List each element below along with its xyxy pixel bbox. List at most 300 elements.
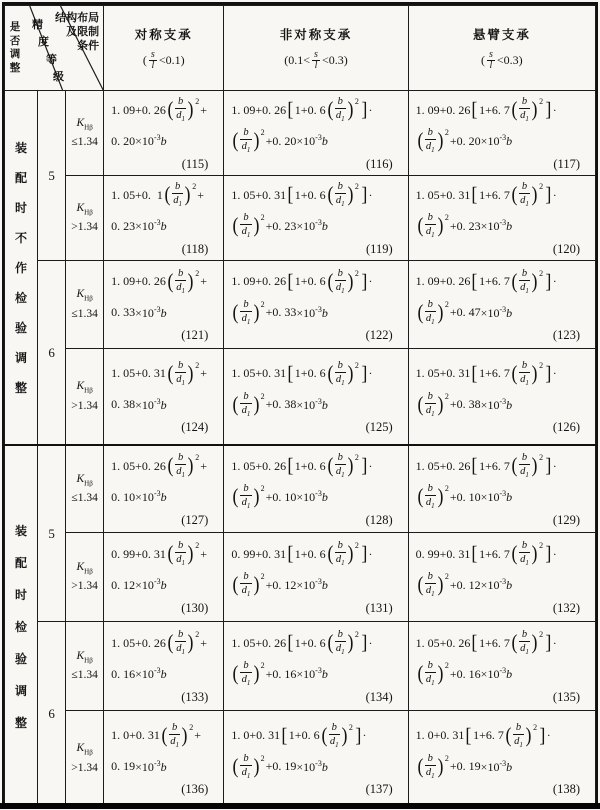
big-bracket: ] <box>545 362 552 385</box>
fraction: $\frac{b}{d_1}$ <box>241 660 251 688</box>
big-bracket: ] <box>539 724 546 747</box>
fraction: $\frac{b}{d_1}$ <box>425 483 435 511</box>
big-bracket: [ <box>471 184 478 206</box>
formula-line: 1. 05+0. 26 ( $\frac{b}{d_1}$ ) 2 + <box>111 629 207 657</box>
formula-line: 1. 05+0. 31 ( $\frac{b}{d_1}$ ) 2 + <box>111 359 207 387</box>
b-over-d1-squared: ( $\frac{b}{d_1}$ ) 2 <box>417 571 449 599</box>
formula-line: ( $\frac{b}{d_1}$ ) 2 +0. 16 $\times 10^{-3}b$ <box>417 660 513 688</box>
formula-cell <box>408 261 595 349</box>
equation-number: (137) <box>365 782 393 796</box>
formula-line: 1. 09+0. 26 ( $\frac{b}{d_1}$ ) 2 + <box>111 267 207 295</box>
group-label-cell <box>5 91 38 446</box>
big-bracket: [ <box>471 362 478 385</box>
precision-grade-cell: 5 <box>38 91 66 261</box>
big-bracket: [ <box>287 99 294 121</box>
big-bracket: ] <box>355 724 362 747</box>
times-ten-minus3-b: $\times 10^{-3}b$ <box>296 304 328 320</box>
fraction: $\frac{b}{d_1}$ <box>241 390 251 418</box>
formula-line: 1. 0+0. 31 [ 1+6. 7 ( $\frac{b}{d_1}$ ) 2 ] · <box>415 721 551 749</box>
formula-line: 1. 05+0. 31 [ 1+6. 7 ( $\frac{b}{d_1}$ ) 2 ] · <box>415 359 557 387</box>
formula-line: 1. 09+0. 26 [ 1+0. 6 ( $\frac{b}{d_1}$ ) 2 ] · <box>231 96 373 124</box>
big-bracket: [ <box>287 270 294 293</box>
fraction: $\frac{b}{d_1}$ <box>425 660 435 688</box>
times-ten-minus3-b: $\times 10^{-3}b$ <box>135 666 167 681</box>
formula-line: ( $\frac{b}{d_1}$ ) 2 +0. 19 $\times 10^{-3}b$ <box>417 752 513 780</box>
formula-cell <box>104 711 224 807</box>
formula-line: 1. 05+0. 26 ( $\frac{b}{d_1}$ ) 2 + <box>111 452 207 480</box>
formula-cell <box>104 445 224 533</box>
fraction: $\frac{b}{d_1}$ <box>335 540 345 568</box>
equation-number: (135) <box>552 689 580 704</box>
formula-line: 1. 05+0. 31 [ 1+6. 7 ( $\frac{b}{d_1}$ ) 2 ] · <box>415 181 557 209</box>
fraction: $\frac{b}{d_1}$ <box>425 571 435 599</box>
formula-cell <box>408 445 595 533</box>
b-over-d1-squared: ( $\frac{b}{d_1}$ ) 2 <box>327 359 359 387</box>
big-bracket: [ <box>471 455 478 477</box>
big-bracket: ] <box>361 362 368 385</box>
face-load-coefficient-table <box>4 5 596 807</box>
fraction: $\frac{b}{d_1}$ <box>176 359 185 387</box>
big-bracket: [ <box>471 99 478 121</box>
b-over-d1-squared: ( $\frac{b}{d_1}$ ) 2 <box>511 96 544 124</box>
K-H-beta-symbol: $K_{H\beta}$ <box>76 560 93 576</box>
times-ten-minus3-b: $\times 10^{-3}b$ <box>480 218 513 233</box>
fraction: $\frac{b}{d_1}$ <box>425 298 435 326</box>
precision-grade-cell: 6 <box>38 261 66 446</box>
table-row <box>5 176 596 261</box>
big-bracket: ] <box>545 543 552 565</box>
condition-line: >1.34 <box>71 761 98 774</box>
formula-line: ( $\frac{b}{d_1}$ ) 2 +0. 20 $\times 10^{-3}b$ <box>232 127 328 155</box>
big-bracket: ] <box>361 270 368 293</box>
formula-cell <box>408 533 595 622</box>
K-H-beta-symbol: $K_{H\beta}$ <box>76 649 93 665</box>
equation-number: (127) <box>181 512 209 527</box>
fraction: $\frac{b}{d_1}$ <box>241 752 251 780</box>
table-row <box>5 261 596 349</box>
equation-number: (118) <box>181 241 209 256</box>
big-bracket: ] <box>545 270 552 293</box>
formula-line: ( $\frac{b}{d_1}$ ) 2 +0. 10 $\times 10^{-3}b$ <box>417 483 513 511</box>
formula-line: 1. 05+0. 26 [ 1+0. 6 ( $\frac{b}{d_1}$ ) 2 ] · <box>231 452 373 480</box>
column-range: ( s l <0.1) <box>142 49 185 71</box>
times-ten-minus3-b: $\times 10^{-3}b$ <box>296 489 328 504</box>
times-ten-minus3-b: $\times 10^{-3}b$ <box>480 666 513 681</box>
equation-number: (123) <box>552 328 580 342</box>
equation-number: (132) <box>552 600 580 615</box>
b-over-d1-squared: ( $\frac{b}{d_1}$ ) 2 <box>327 629 359 657</box>
column-range: (0.1< s l <0.3) <box>284 49 348 71</box>
formula-line: 0. 99+0. 31 [ 1+0. 6 ( $\frac{b}{d_1}$ ) 2 ] · <box>231 540 373 568</box>
table-row <box>5 445 596 533</box>
b-over-d1-squared: ( $\frac{b}{d_1}$ ) 2 <box>511 359 544 387</box>
corner-label-grade-char: 精 <box>32 19 43 31</box>
big-bracket: ] <box>545 632 552 654</box>
corner-label-adjust: 是 否 调 整 <box>9 21 21 74</box>
equation-number: (134) <box>365 689 393 704</box>
b-over-d1-squared: ( $\frac{b}{d_1}$ ) 2 <box>232 483 265 511</box>
fraction: $\frac{b}{d_1}$ <box>241 298 251 326</box>
formula-line: 0. 38 $\times 10^{-3}b$ <box>111 396 167 412</box>
fraction: $\frac{b}{d_1}$ <box>520 540 529 568</box>
fraction: $\frac{b}{d_1}$ <box>514 721 523 749</box>
b-over-d1-squared: ( $\frac{b}{d_1}$ ) 2 <box>417 752 449 780</box>
equation-number: (125) <box>365 420 393 434</box>
formula-line: ( $\frac{b}{d_1}$ ) 2 +0. 38 $\times 10^{-3}b$ <box>417 390 513 418</box>
formula-line: ( $\frac{b}{d_1}$ ) 2 +0. 16 $\times 10^{-3}b$ <box>232 660 328 688</box>
column-header-asymmetric-support <box>224 6 408 91</box>
table-body <box>5 91 596 807</box>
group-label: 装 配 时 检 验 调 整 <box>15 523 28 730</box>
b-over-d1-squared: ( $\frac{b}{d_1}$ ) 2 <box>511 629 544 657</box>
big-bracket: [ <box>287 632 294 654</box>
times-ten-minus3-b: $\times 10^{-3}b$ <box>135 577 167 592</box>
K-H-beta-symbol: $K_{H\beta}$ <box>76 472 93 488</box>
equation-number: (128) <box>365 512 393 527</box>
corner-label-grade-char: 等 <box>46 54 57 66</box>
b-over-d1-squared: ( $\frac{b}{d_1}$ ) 2 <box>232 660 265 688</box>
big-bracket: ] <box>361 543 368 565</box>
formula-line: 1. 05+0. 31 [ 1+0. 6 ( $\frac{b}{d_1}$ ) 2 ] · <box>231 359 373 387</box>
equation-number: (116) <box>366 156 393 171</box>
big-bracket: [ <box>465 724 472 747</box>
formula-cell <box>408 176 595 261</box>
fraction: $\frac{b}{d_1}$ <box>335 181 345 209</box>
header-row <box>5 6 596 91</box>
formula-cell <box>224 622 408 711</box>
equation-number: (119) <box>366 241 393 256</box>
b-over-d1-squared: ( $\frac{b}{d_1}$ ) 2 <box>167 540 200 568</box>
formula-line: 0. 12 $\times 10^{-3}b$ <box>111 577 167 592</box>
equation-number: (136) <box>181 782 209 796</box>
formula-line: 1. 05+0. 31 [ 1+0. 6 ( $\frac{b}{d_1}$ ) 2 ] · <box>231 181 373 209</box>
times-ten-minus3-b: $\times 10^{-3}b$ <box>480 133 513 148</box>
group-label: 装 配 时 不 作 检 验 调 整 <box>15 141 28 395</box>
formula-cell <box>408 91 595 176</box>
formula-cell <box>224 445 408 533</box>
times-ten-minus3-b: $\times 10^{-3}b$ <box>296 758 328 774</box>
big-bracket: [ <box>471 632 478 654</box>
formula-line: ( $\frac{b}{d_1}$ ) 2 +0. 19 $\times 10^{-3}b$ <box>232 752 328 780</box>
fraction: $\frac{b}{d_1}$ <box>241 127 251 155</box>
fraction: $\frac{b}{d_1}$ <box>173 181 182 209</box>
fraction: $\frac{b}{d_1}$ <box>241 571 251 599</box>
equation-number: (124) <box>181 420 209 434</box>
condition-line: >1.34 <box>71 399 98 412</box>
column-range: ( s l <0.3) <box>480 49 523 71</box>
formula-line: 0. 99+0. 31 [ 1+6. 7 ( $\frac{b}{d_1}$ ) 2 ] · <box>415 540 557 568</box>
b-over-d1-squared: ( $\frac{b}{d_1}$ ) 2 <box>327 267 359 295</box>
times-ten-minus3-b: $\times 10^{-3}b$ <box>296 666 328 681</box>
column-header-symmetric-support <box>104 6 224 91</box>
times-ten-minus3-b: $\times 10^{-3}b$ <box>135 304 167 320</box>
condition-line <box>66 201 103 220</box>
condition-line <box>66 116 103 135</box>
condition-cell <box>66 91 104 176</box>
big-bracket: ] <box>361 455 368 477</box>
formula-cell <box>224 711 408 807</box>
big-bracket: ] <box>361 99 368 121</box>
corner-label-grade-char: 级 <box>53 71 64 83</box>
formula-line: 1. 09+0. 26 [ 1+6. 7 ( $\frac{b}{d_1}$ ) 2 ] · <box>415 267 557 295</box>
b-over-d1-squared: ( $\frac{b}{d_1}$ ) 2 <box>511 267 544 295</box>
fraction: $\frac{b}{d_1}$ <box>425 752 435 780</box>
precision-grade-cell: 6 <box>38 622 66 807</box>
b-over-d1-squared: ( $\frac{b}{d_1}$ ) 2 <box>327 540 359 568</box>
formula-line: 0. 20 $\times 10^{-3}b$ <box>111 133 167 148</box>
b-over-d1-squared: ( $\frac{b}{d_1}$ ) 2 <box>161 721 194 749</box>
column-title: 悬臂支承 <box>472 28 531 42</box>
b-over-d1-squared: ( $\frac{b}{d_1}$ ) 2 <box>167 267 200 295</box>
fraction: $\frac{b}{d_1}$ <box>241 483 251 511</box>
condition-cell <box>66 533 104 622</box>
b-over-d1-squared: ( $\frac{b}{d_1}$ ) 2 <box>232 127 265 155</box>
b-over-d1-squared: ( $\frac{b}{d_1}$ ) 2 <box>511 540 544 568</box>
formula-line: 1. 05+0. 26 [ 1+0. 6 ( $\frac{b}{d_1}$ ) 2 ] · <box>231 629 373 657</box>
b-over-d1-squared: ( $\frac{b}{d_1}$ ) 2 <box>232 571 265 599</box>
formula-line: 0. 16 $\times 10^{-3}b$ <box>111 666 167 681</box>
equation-number: (122) <box>365 328 393 342</box>
formula-cell <box>104 91 224 176</box>
condition-line: ≤1.34 <box>71 669 98 682</box>
condition-cell <box>66 349 104 446</box>
b-over-d1-squared: ( $\frac{b}{d_1}$ ) 2 <box>511 181 544 209</box>
b-over-d1-squared: ( $\frac{b}{d_1}$ ) 2 <box>167 96 200 124</box>
condition-cell <box>66 261 104 349</box>
big-bracket: [ <box>471 270 478 293</box>
formula-line: 0. 33 $\times 10^{-3}b$ <box>111 304 167 320</box>
big-bracket: ] <box>361 184 368 206</box>
condition-cell <box>66 711 104 807</box>
formula-line: ( $\frac{b}{d_1}$ ) 2 +0. 47 $\times 10^{-3}b$ <box>417 298 513 326</box>
fraction: $\frac{b}{d_1}$ <box>520 181 529 209</box>
times-ten-minus3-b: $\times 10^{-3}b$ <box>480 304 513 320</box>
fraction: $\frac{b}{d_1}$ <box>520 96 529 124</box>
condition-line <box>66 287 103 306</box>
fraction: $\frac{b}{d_1}$ <box>335 629 345 657</box>
s-over-l-fraction: s l <box>314 49 318 71</box>
times-ten-minus3-b: $\times 10^{-3}b$ <box>135 489 167 504</box>
condition-line <box>66 560 103 579</box>
K-H-beta-symbol: $K_{H\beta}$ <box>76 288 93 303</box>
formula-cell <box>408 349 595 446</box>
equation-number: (121) <box>181 328 209 342</box>
fraction: $\frac{b}{d_1}$ <box>241 212 251 240</box>
times-ten-minus3-b: $\times 10^{-3}b$ <box>480 758 513 774</box>
b-over-d1-squared: ( $\frac{b}{d_1}$ ) 2 <box>417 298 449 326</box>
formula-line: 1. 09+0. 26 ( $\frac{b}{d_1}$ ) 2 + <box>111 96 207 124</box>
fraction: $\frac{b}{d_1}$ <box>329 721 339 749</box>
fraction: $\frac{b}{d_1}$ <box>335 452 345 480</box>
formula-cell <box>408 622 595 711</box>
formula-line: 0. 19 $\times 10^{-3}b$ <box>111 758 167 774</box>
corner-label-conditions: 结构布局 及限制 条件 <box>55 12 100 52</box>
formula-line: ( $\frac{b}{d_1}$ ) 2 +0. 38 $\times 10^{-3}b$ <box>232 390 328 418</box>
formula-cell <box>224 349 408 446</box>
fraction: $\frac{b}{d_1}$ <box>520 267 529 295</box>
formula-line: 0. 99+0. 31 ( $\frac{b}{d_1}$ ) 2 + <box>111 540 207 568</box>
formula-cell <box>224 91 408 176</box>
fraction: $\frac{b}{d_1}$ <box>176 629 185 657</box>
big-bracket: [ <box>287 543 294 565</box>
condition-cell <box>66 622 104 711</box>
condition-line: ≤1.34 <box>71 136 98 149</box>
s-over-l-fraction: s l <box>150 49 155 71</box>
equation-number: (129) <box>552 512 580 527</box>
big-bracket: [ <box>287 184 294 206</box>
fraction: $\frac{b}{d_1}$ <box>335 267 345 295</box>
column-title: 对称支承 <box>134 28 193 42</box>
fraction: $\frac{b}{d_1}$ <box>176 267 185 295</box>
times-ten-minus3-b: $\times 10^{-3}b$ <box>296 577 328 592</box>
times-ten-minus3-b: $\times 10^{-3}b$ <box>296 396 328 412</box>
formula-cell <box>224 176 408 261</box>
big-bracket: [ <box>287 362 294 385</box>
formula-line: ( $\frac{b}{d_1}$ ) 2 +0. 12 $\times 10^{-3}b$ <box>417 571 513 599</box>
formula-cell <box>104 176 224 261</box>
times-ten-minus3-b: $\times 10^{-3}b$ <box>135 758 167 774</box>
condition-line <box>66 741 103 760</box>
big-bracket: [ <box>281 724 288 747</box>
equation-number: (115) <box>181 156 209 171</box>
equation-number: (120) <box>552 241 580 256</box>
formula-cell <box>224 261 408 349</box>
fraction: $\frac{b}{d_1}$ <box>176 452 185 480</box>
formula-line: 1. 0+0. 31 [ 1+0. 6 ( $\frac{b}{d_1}$ ) 2 ] · <box>231 721 367 749</box>
page-bottom-rule <box>0 803 600 809</box>
formula-line: 0. 23 $\times 10^{-3}b$ <box>111 218 167 233</box>
b-over-d1-squared: ( $\frac{b}{d_1}$ ) 2 <box>417 483 449 511</box>
equation-number: (117) <box>553 156 580 171</box>
formula-line: ( $\frac{b}{d_1}$ ) 2 +0. 33 $\times 10^{-3}b$ <box>232 298 328 326</box>
condition-line: >1.34 <box>71 580 98 593</box>
condition-line: ≤1.34 <box>71 492 98 505</box>
b-over-d1-squared: ( $\frac{b}{d_1}$ ) 2 <box>417 660 449 688</box>
big-bracket: ] <box>361 632 368 654</box>
corner-header-cell <box>5 6 104 91</box>
fraction: $\frac{b}{d_1}$ <box>520 629 529 657</box>
times-ten-minus3-b: $\times 10^{-3}b$ <box>135 396 167 412</box>
big-bracket: ] <box>545 455 552 477</box>
column-header-cantilever-support <box>408 6 595 91</box>
fraction: $\frac{b}{d_1}$ <box>170 721 179 749</box>
big-bracket: [ <box>287 455 294 477</box>
table-row <box>5 533 596 622</box>
formula-line: ( $\frac{b}{d_1}$ ) 2 +0. 23 $\times 10^{-3}b$ <box>417 212 513 240</box>
fraction: $\frac{b}{d_1}$ <box>425 127 435 155</box>
times-ten-minus3-b: $\times 10^{-3}b$ <box>480 577 513 592</box>
b-over-d1-squared: ( $\frac{b}{d_1}$ ) 2 <box>511 452 544 480</box>
condition-line <box>66 379 103 398</box>
formula-line: 1. 05+0. 26 [ 1+6. 7 ( $\frac{b}{d_1}$ ) 2 ] · <box>415 452 557 480</box>
b-over-d1-squared: ( $\frac{b}{d_1}$ ) 2 <box>232 752 265 780</box>
b-over-d1-squared: ( $\frac{b}{d_1}$ ) 2 <box>417 212 449 240</box>
fraction: $\frac{b}{d_1}$ <box>520 452 529 480</box>
formula-line: 0. 10 $\times 10^{-3}b$ <box>111 489 167 504</box>
times-ten-minus3-b: $\times 10^{-3}b$ <box>296 218 328 233</box>
formula-line: ( $\frac{b}{d_1}$ ) 2 +0. 10 $\times 10^{-3}b$ <box>232 483 328 511</box>
s-over-l-fraction: s l <box>488 49 493 71</box>
fraction: $\frac{b}{d_1}$ <box>520 359 529 387</box>
times-ten-minus3-b: $\times 10^{-3}b$ <box>135 218 167 233</box>
b-over-d1-squared: ( $\frac{b}{d_1}$ ) 2 <box>417 127 449 155</box>
times-ten-minus3-b: $\times 10^{-3}b$ <box>296 133 328 148</box>
b-over-d1-squared: ( $\frac{b}{d_1}$ ) 2 <box>167 452 200 480</box>
K-H-beta-symbol: $K_{H\beta}$ <box>76 201 93 217</box>
b-over-d1-squared: ( $\frac{b}{d_1}$ ) 2 <box>417 390 449 418</box>
K-H-beta-symbol: $K_{H\beta}$ <box>76 116 93 132</box>
formula-cell <box>104 533 224 622</box>
formula-line: ( $\frac{b}{d_1}$ ) 2 +0. 20 $\times 10^{-3}b$ <box>417 127 513 155</box>
b-over-d1-squared: ( $\frac{b}{d_1}$ ) 2 <box>505 721 538 749</box>
formula-cell <box>104 349 224 446</box>
condition-cell <box>66 176 104 261</box>
K-H-beta-symbol: $K_{H\beta}$ <box>76 380 93 395</box>
times-ten-minus3-b: $\times 10^{-3}b$ <box>480 489 513 504</box>
table-frame <box>2 2 598 809</box>
times-ten-minus3-b: $\times 10^{-3}b$ <box>480 396 513 412</box>
fraction: $\frac{b}{d_1}$ <box>335 96 345 124</box>
table-row <box>5 622 596 711</box>
b-over-d1-squared: ( $\frac{b}{d_1}$ ) 2 <box>167 359 200 387</box>
b-over-d1-squared: ( $\frac{b}{d_1}$ ) 2 <box>232 298 265 326</box>
equation-number: (131) <box>365 600 393 615</box>
b-over-d1-squared: ( $\frac{b}{d_1}$ ) 2 <box>164 181 197 209</box>
fraction: $\frac{b}{d_1}$ <box>176 96 185 124</box>
big-bracket: ] <box>545 99 552 121</box>
condition-line: >1.34 <box>71 221 98 234</box>
formula-cell <box>224 533 408 622</box>
times-ten-minus3-b: $\times 10^{-3}b$ <box>135 133 167 148</box>
condition-line <box>66 472 103 491</box>
corner-label-grade-char: 度 <box>38 36 49 48</box>
equation-number: (130) <box>181 600 209 615</box>
formula-line: ( $\frac{b}{d_1}$ ) 2 +0. 23 $\times 10^{-3}b$ <box>232 212 328 240</box>
formula-line: 1. 0+0. 31 ( $\frac{b}{d_1}$ ) 2 + <box>111 721 201 749</box>
table-row <box>5 349 596 446</box>
K-H-beta-symbol: $K_{H\beta}$ <box>76 742 93 757</box>
b-over-d1-squared: ( $\frac{b}{d_1}$ ) 2 <box>232 212 265 240</box>
b-over-d1-squared: ( $\frac{b}{d_1}$ ) 2 <box>232 390 265 418</box>
fraction: $\frac{b}{d_1}$ <box>335 359 345 387</box>
condition-cell <box>66 445 104 533</box>
b-over-d1-squared: ( $\frac{b}{d_1}$ ) 2 <box>327 181 359 209</box>
table-row <box>5 91 596 176</box>
equation-number: (138) <box>552 782 580 796</box>
formula-line: ( $\frac{b}{d_1}$ ) 2 +0. 12 $\times 10^{-3}b$ <box>232 571 328 599</box>
precision-grade-cell: 5 <box>38 445 66 622</box>
table-head <box>5 6 596 91</box>
formula-cell <box>104 261 224 349</box>
b-over-d1-squared: ( $\frac{b}{d_1}$ ) 2 <box>327 96 359 124</box>
equation-number: (133) <box>181 689 209 704</box>
b-over-d1-squared: ( $\frac{b}{d_1}$ ) 2 <box>327 452 359 480</box>
formula-line: 1. 09+0. 26 [ 1+0. 6 ( $\frac{b}{d_1}$ ) 2 ] · <box>231 267 373 295</box>
big-bracket: [ <box>471 543 478 565</box>
formula-line: 1. 09+0. 26 [ 1+6. 7 ( $\frac{b}{d_1}$ ) 2 ] · <box>415 96 557 124</box>
b-over-d1-squared: ( $\frac{b}{d_1}$ ) 2 <box>321 721 353 749</box>
condition-line <box>66 649 103 668</box>
formula-line: 1. 05+0. 1 ( $\frac{b}{d_1}$ ) 2 + <box>111 181 204 209</box>
b-over-d1-squared: ( $\frac{b}{d_1}$ ) 2 <box>167 629 200 657</box>
formula-cell <box>408 711 595 807</box>
equation-number: (126) <box>552 420 580 434</box>
table-row <box>5 711 596 807</box>
formula-cell <box>104 622 224 711</box>
fraction: $\frac{b}{d_1}$ <box>176 540 185 568</box>
column-title: 非对称支承 <box>279 28 353 42</box>
condition-line: ≤1.34 <box>71 307 98 320</box>
